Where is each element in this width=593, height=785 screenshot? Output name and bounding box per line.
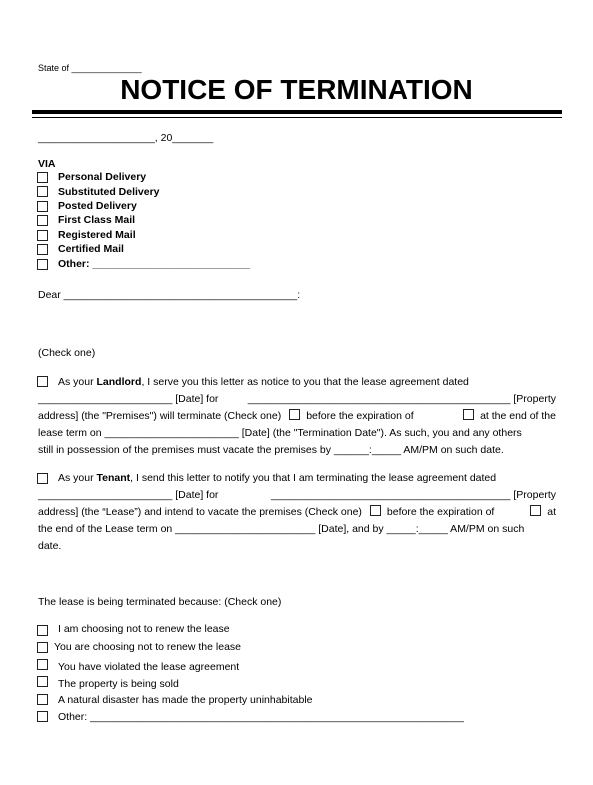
other-delivery-checkbox[interactable] [37,259,48,270]
posted-delivery-label: Posted Delivery [58,200,137,212]
salutation-line: Dear ________________________________________: [38,289,301,301]
reason-tenant-not-renewing-label: You are choosing not to renew the lease [54,641,241,653]
document-title: NOTICE OF TERMINATION [120,74,473,105]
registered-mail-checkbox[interactable] [37,230,48,241]
tenant-before-expiration-checkbox[interactable] [370,505,381,516]
other-delivery-label: Other: ___________________________ [58,258,251,270]
registered-mail-label: Registered Mail [58,229,136,241]
landlord-end-of-term-checkbox[interactable] [463,409,474,420]
personal-delivery-checkbox[interactable] [37,172,48,183]
reason-other-label: Other: ________________________________________________________________ [58,711,464,723]
certified-mail-label: Certified Mail [58,243,124,255]
tenant-line-4: the end of the Lease term on ________________________ [Date], and by _____:_____ AM/PM on such [38,523,525,535]
reason-not-renewing-checkbox[interactable] [37,625,48,636]
reason-not-renewing-label: I am choosing not to renew the lease [58,623,230,635]
landlord-line-1: As your Landlord, I serve you this letter as notice to you that the lease agreement dated [58,376,469,388]
check-one-instruction: (Check one) [38,347,96,359]
reason-property-sold-checkbox[interactable] [37,676,48,687]
tenant-line-3: address] (the “Lease”) and intend to vacate the premises (Check one) before the expiration of at [38,506,556,518]
landlord-line-5: still in possession of the premises must vacate the premises by ______:_____ AM/PM on such date. [38,444,504,456]
title-rule-thick [32,110,562,114]
reason-other-checkbox[interactable] [37,711,48,722]
date-line: ____________________, 20_______ [38,132,214,144]
reasons-heading: The lease is being terminated because: (Check one) [38,596,282,608]
tenant-line-1: As your Tenant, I send this letter to notify you that I am terminating the lease agreement dated [58,472,497,484]
state-line: State of ______________ [38,63,142,73]
substituted-delivery-label: Substituted Delivery [58,186,160,198]
personal-delivery-label: Personal Delivery [58,171,147,183]
reason-tenant-not-renewing-checkbox[interactable] [37,642,48,653]
first-class-mail-checkbox[interactable] [37,215,48,226]
reason-violation-label: You have violated the lease agreement [58,661,240,673]
reason-natural-disaster-checkbox[interactable] [37,694,48,705]
substituted-delivery-checkbox[interactable] [37,186,48,197]
tenant-line-5: date. [38,540,62,552]
reason-violation-checkbox[interactable] [37,659,48,670]
reason-property-sold-label: The property is being sold [58,678,179,690]
landlord-line-2: _______________________ [Date] for _____________________________________________ [Property [38,393,556,405]
first-class-mail-label: First Class Mail [58,214,136,226]
landlord-line-4: lease term on _______________________ [Date] (the "Termination Date"). As such, you and any others [38,427,522,439]
via-heading: VIA [38,158,56,170]
landlord-paragraph [38,374,556,459]
landlord-before-expiration-checkbox[interactable] [289,409,300,420]
certified-mail-checkbox[interactable] [37,244,48,255]
reason-natural-disaster-label: A natural disaster has made the property uninhabitable [58,694,313,706]
title-rule-thin [32,117,562,118]
tenant-line-2: _______________________ [Date] for _________________________________________ [Property [38,489,556,501]
posted-delivery-checkbox[interactable] [37,201,48,212]
tenant-paragraph [38,470,556,555]
tenant-end-of-term-checkbox[interactable] [530,505,541,516]
landlord-line-3: address] (the "Premises") will terminate (Check one) before the expiration of at the end of the [38,410,556,422]
